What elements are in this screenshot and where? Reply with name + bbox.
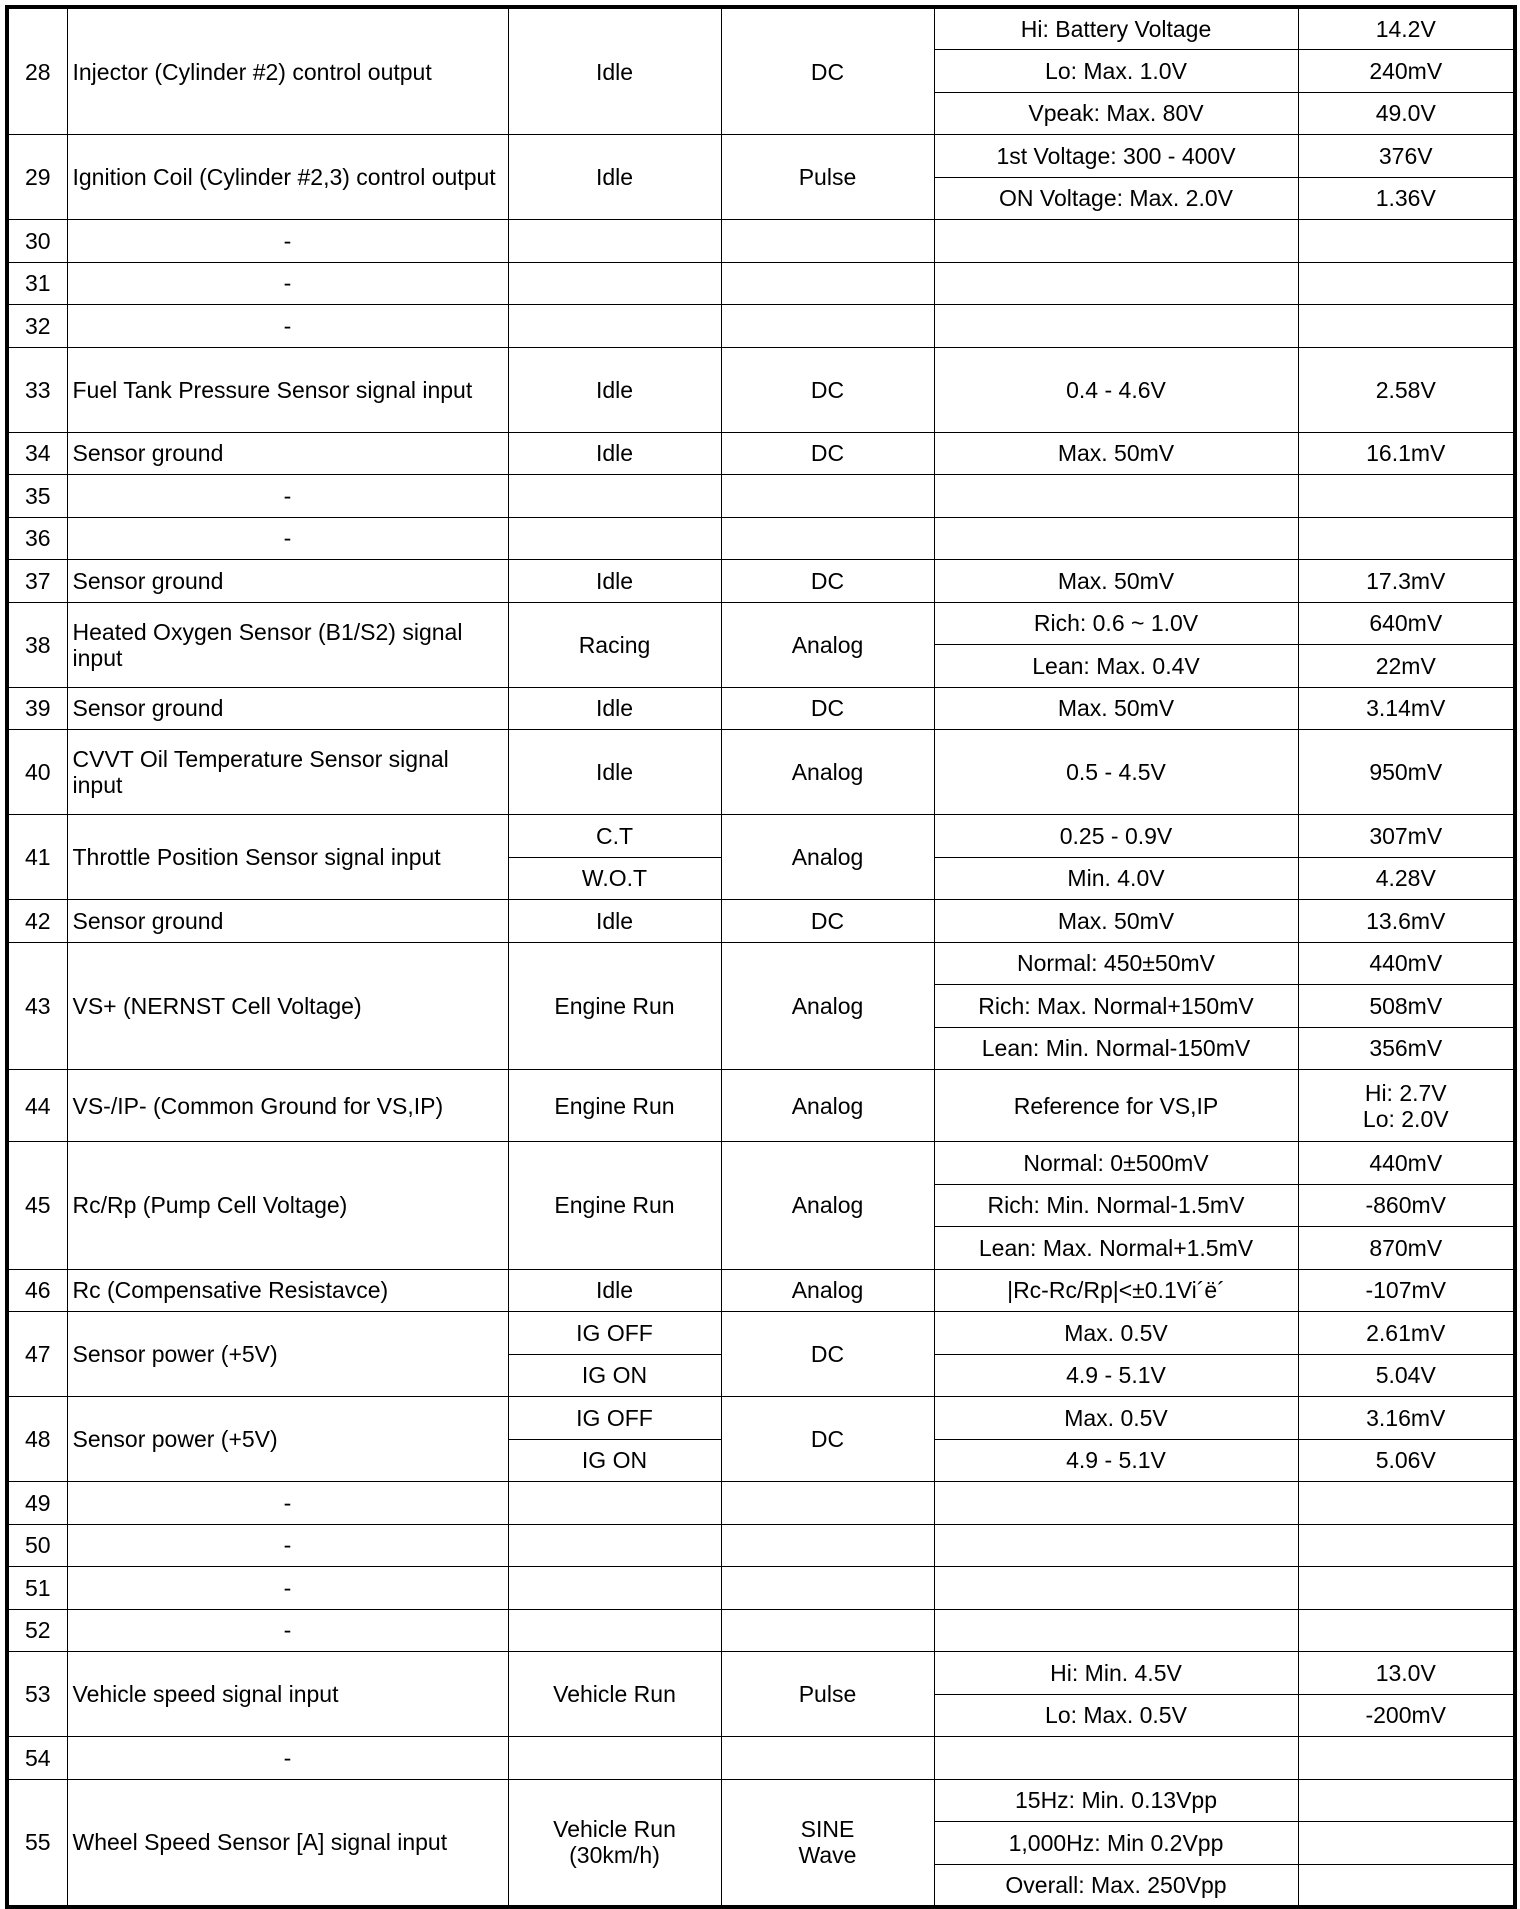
specification: Hi: Min. 4.5V: [934, 1652, 1298, 1695]
test-condition: IG ON: [508, 1354, 721, 1397]
test-result: 2.58V: [1298, 347, 1515, 432]
pin-description: -: [67, 262, 508, 305]
signal-type: [721, 262, 934, 305]
test-condition: [508, 517, 721, 560]
pin-number: 51: [7, 1567, 67, 1610]
table-row: [7, 1737, 1515, 1780]
table-row: [7, 1609, 1515, 1652]
table-row: [7, 1312, 1515, 1355]
table-row: [7, 687, 1515, 730]
signal-type: Pulse: [721, 1652, 934, 1737]
signal-type: [721, 475, 934, 518]
pin-number: 47: [7, 1312, 67, 1397]
test-condition: Idle: [508, 730, 721, 815]
specification: 4.9 - 5.1V: [934, 1439, 1298, 1482]
test-result: 13.6mV: [1298, 900, 1515, 943]
specification: 0.4 - 4.6V: [934, 347, 1298, 432]
specification: Max. 50mV: [934, 900, 1298, 943]
signal-type: DC: [721, 687, 934, 730]
test-result: 356mV: [1298, 1027, 1515, 1070]
pin-number: 43: [7, 942, 67, 1070]
specification: 0.25 - 0.9V: [934, 815, 1298, 858]
test-condition: [508, 262, 721, 305]
table-row: [7, 305, 1515, 348]
specification: [934, 305, 1298, 348]
specification: Rich: Max. Normal+150mV: [934, 985, 1298, 1028]
signal-type: [721, 1737, 934, 1780]
pin-description: Throttle Position Sensor signal input: [67, 815, 508, 900]
specification: |Rc-Rc/Rp|<±0.1Vi´ë´: [934, 1269, 1298, 1312]
test-result: 508mV: [1298, 985, 1515, 1028]
test-condition: Idle: [508, 7, 721, 135]
test-result: 640mV: [1298, 602, 1515, 645]
test-result: -860mV: [1298, 1184, 1515, 1227]
pin-number: 38: [7, 602, 67, 687]
signal-type: [721, 1524, 934, 1567]
table-row: [7, 1142, 1515, 1185]
table-row: [7, 730, 1515, 773]
signal-type: Analog: [721, 815, 934, 900]
test-result: 307mV: [1298, 815, 1515, 858]
signal-type: DC: [721, 560, 934, 603]
table-row: [7, 7, 1515, 50]
test-condition: C.T: [508, 815, 721, 858]
pin-number: 39: [7, 687, 67, 730]
specification: [934, 1567, 1298, 1610]
test-condition: Idle: [508, 687, 721, 730]
test-condition: [508, 305, 721, 348]
table-row: [7, 262, 1515, 305]
specification: Lo: Max. 0.5V: [934, 1694, 1298, 1737]
specification: [934, 1482, 1298, 1525]
pin-description: VS-/IP- (Common Ground for VS,IP): [67, 1070, 508, 1142]
signal-type: Analog: [721, 602, 934, 687]
test-result: [1298, 1524, 1515, 1567]
ecm-pin-table: [5, 5, 1517, 1909]
test-condition: [508, 475, 721, 518]
signal-type: DC: [721, 1397, 934, 1482]
specification: Max. 50mV: [934, 432, 1298, 475]
test-condition: W.O.T: [508, 857, 721, 900]
table-row: [7, 900, 1515, 943]
test-condition: Idle: [508, 560, 721, 603]
pin-number: 44: [7, 1070, 67, 1142]
specification: [934, 517, 1298, 560]
specification: Rich: 0.6 ~ 1.0V: [934, 602, 1298, 645]
test-result: [1298, 475, 1515, 518]
pin-description: Sensor ground: [67, 900, 508, 943]
pin-description: -: [67, 1609, 508, 1652]
pin-description: Sensor power (+5V): [67, 1312, 508, 1397]
pin-description: -: [67, 1482, 508, 1525]
pin-number: 35: [7, 475, 67, 518]
specification: Reference for VS,IP: [934, 1070, 1298, 1142]
pin-number: 54: [7, 1737, 67, 1780]
table-row: [7, 220, 1515, 263]
test-result: 5.04V: [1298, 1354, 1515, 1397]
specification: Max. 50mV: [934, 560, 1298, 603]
pin-number: 48: [7, 1397, 67, 1482]
specification: [934, 1737, 1298, 1780]
specification: Hi: Battery Voltage: [934, 7, 1298, 50]
pin-number: 53: [7, 1652, 67, 1737]
specification: Max. 50mV: [934, 687, 1298, 730]
table-row: [7, 517, 1515, 560]
table-row: [7, 1524, 1515, 1567]
pin-number: 34: [7, 432, 67, 475]
signal-type: Pulse: [721, 135, 934, 220]
test-condition: Idle: [508, 432, 721, 475]
test-result: 1.36V: [1298, 177, 1515, 220]
pin-number: 52: [7, 1609, 67, 1652]
test-result: [1298, 517, 1515, 560]
test-result: [1298, 1609, 1515, 1652]
test-result: [1298, 305, 1515, 348]
signal-type: DC: [721, 347, 934, 432]
pin-number: 29: [7, 135, 67, 220]
test-result: 5.06V: [1298, 1439, 1515, 1482]
pin-description: Vehicle speed signal input: [67, 1652, 508, 1737]
table-row: [7, 1652, 1515, 1695]
specification: [934, 1609, 1298, 1652]
test-condition: IG OFF: [508, 1397, 721, 1440]
test-result: [1298, 1822, 1515, 1865]
test-result: 4.28V: [1298, 857, 1515, 900]
signal-type: DC: [721, 900, 934, 943]
test-condition: Engine Run: [508, 942, 721, 1070]
specification: 4.9 - 5.1V: [934, 1354, 1298, 1397]
pin-number: 41: [7, 815, 67, 900]
test-result: -200mV: [1298, 1694, 1515, 1737]
pin-description: -: [67, 1737, 508, 1780]
test-result: 2.61mV: [1298, 1312, 1515, 1355]
signal-type: [721, 517, 934, 560]
signal-type: DC: [721, 7, 934, 135]
specification: 0.5 - 4.5V: [934, 730, 1298, 815]
pin-description: -: [67, 517, 508, 560]
test-result: 240mV: [1298, 50, 1515, 93]
test-condition: [508, 1737, 721, 1780]
pin-description: Rc/Rp (Pump Cell Voltage): [67, 1142, 508, 1270]
pin-number: 40: [7, 730, 67, 815]
specification: ON Voltage: Max. 2.0V: [934, 177, 1298, 220]
test-result: [1298, 1779, 1515, 1822]
pin-description: -: [67, 305, 508, 348]
specification: Min. 4.0V: [934, 857, 1298, 900]
specification: Lean: Max. 0.4V: [934, 645, 1298, 688]
signal-type: Analog: [721, 942, 934, 1070]
specification: [934, 475, 1298, 518]
pin-description: CVVT Oil Temperature Sensor signal input: [67, 730, 508, 815]
pin-number: 36: [7, 517, 67, 560]
test-result: [1298, 1482, 1515, 1525]
test-result: 17.3mV: [1298, 560, 1515, 603]
pin-number: 45: [7, 1142, 67, 1270]
pin-description: VS+ (NERNST Cell Voltage): [67, 942, 508, 1070]
test-condition: [508, 1567, 721, 1610]
specification: [934, 262, 1298, 305]
specification: Normal: 450±50mV: [934, 942, 1298, 985]
table-row: [7, 1070, 1515, 1142]
signal-type: [721, 1567, 934, 1610]
table-row: [7, 432, 1515, 475]
signal-type: [721, 1482, 934, 1525]
pin-number: 30: [7, 220, 67, 263]
test-condition: Idle: [508, 1269, 721, 1312]
table-row: [7, 602, 1515, 645]
test-result: 16.1mV: [1298, 432, 1515, 475]
pin-description: Sensor power (+5V): [67, 1397, 508, 1482]
table-row: [7, 347, 1515, 390]
test-condition: Vehicle Run (30km/h): [508, 1779, 721, 1907]
pin-description: Sensor ground: [67, 432, 508, 475]
pin-description: Sensor ground: [67, 687, 508, 730]
pin-number: 49: [7, 1482, 67, 1525]
test-result: [1298, 1864, 1515, 1907]
specification: Vpeak: Max. 80V: [934, 92, 1298, 135]
pin-description: Heated Oxygen Sensor (B1/S2) signal input: [67, 602, 508, 687]
specification: Max. 0.5V: [934, 1397, 1298, 1440]
test-result: 3.16mV: [1298, 1397, 1515, 1440]
test-result: 440mV: [1298, 942, 1515, 985]
test-result: 3.14mV: [1298, 687, 1515, 730]
signal-type: Analog: [721, 1269, 934, 1312]
test-result: 440mV: [1298, 1142, 1515, 1185]
test-result: [1298, 220, 1515, 263]
test-condition: [508, 220, 721, 263]
test-condition: Idle: [508, 135, 721, 220]
table-row: [7, 1397, 1515, 1440]
pin-description: -: [67, 1524, 508, 1567]
table-row: [7, 1567, 1515, 1610]
table-row: [7, 475, 1515, 518]
specification: 15Hz: Min. 0.13Vpp: [934, 1779, 1298, 1822]
pin-number: 37: [7, 560, 67, 603]
test-condition: Idle: [508, 347, 721, 432]
test-condition: [508, 1482, 721, 1525]
pin-description: Wheel Speed Sensor [A] signal input: [67, 1779, 508, 1907]
test-condition: Racing: [508, 602, 721, 687]
specification: Lean: Min. Normal-150mV: [934, 1027, 1298, 1070]
specification: 1st Voltage: 300 - 400V: [934, 135, 1298, 178]
specification: Overall: Max. 250Vpp: [934, 1864, 1298, 1907]
test-condition: IG OFF: [508, 1312, 721, 1355]
signal-type: Analog: [721, 1070, 934, 1142]
signal-type: DC: [721, 432, 934, 475]
test-result: 14.2V: [1298, 7, 1515, 50]
test-condition: [508, 1524, 721, 1567]
pin-number: 55: [7, 1779, 67, 1907]
pin-description: Sensor ground: [67, 560, 508, 603]
test-result: [1298, 1737, 1515, 1780]
pin-number: 42: [7, 900, 67, 943]
specification: 1,000Hz: Min 0.2Vpp: [934, 1822, 1298, 1865]
signal-type: [721, 1609, 934, 1652]
table-row: [7, 942, 1515, 985]
pin-description: Ignition Coil (Cylinder #2,3) control output: [67, 135, 508, 220]
specification: Normal: 0±500mV: [934, 1142, 1298, 1185]
specification: [934, 1524, 1298, 1567]
pin-description: -: [67, 220, 508, 263]
signal-type: [721, 220, 934, 263]
test-condition: Idle: [508, 900, 721, 943]
signal-type: SINE Wave: [721, 1779, 934, 1907]
specification: Lean: Max. Normal+1.5mV: [934, 1227, 1298, 1270]
test-condition: Engine Run: [508, 1142, 721, 1270]
pin-number: 33: [7, 347, 67, 432]
test-condition: Vehicle Run: [508, 1652, 721, 1737]
specification: [934, 220, 1298, 263]
table-row: [7, 1269, 1515, 1312]
pin-number: 31: [7, 262, 67, 305]
test-condition: [508, 1609, 721, 1652]
pin-number: 32: [7, 305, 67, 348]
test-condition: IG ON: [508, 1439, 721, 1482]
pin-description: Rc (Compensative Resistavce): [67, 1269, 508, 1312]
signal-type: Analog: [721, 730, 934, 815]
table-row: [7, 1482, 1515, 1525]
test-condition: Engine Run: [508, 1070, 721, 1142]
table-row: [7, 1779, 1515, 1822]
specification: Lo: Max. 1.0V: [934, 50, 1298, 93]
test-result: 950mV: [1298, 730, 1515, 815]
pin-description: Fuel Tank Pressure Sensor signal input: [67, 347, 508, 432]
signal-type: DC: [721, 1312, 934, 1397]
test-result: 376V: [1298, 135, 1515, 178]
test-result: 22mV: [1298, 645, 1515, 688]
test-result: -107mV: [1298, 1269, 1515, 1312]
specification: Rich: Min. Normal-1.5mV: [934, 1184, 1298, 1227]
pin-description: -: [67, 1567, 508, 1610]
pin-number: 50: [7, 1524, 67, 1567]
test-result: 49.0V: [1298, 92, 1515, 135]
test-result: [1298, 262, 1515, 305]
table-row: [7, 135, 1515, 178]
signal-type: [721, 305, 934, 348]
specification: Max. 0.5V: [934, 1312, 1298, 1355]
pin-description: Injector (Cylinder #2) control output: [67, 7, 508, 135]
pin-description: -: [67, 475, 508, 518]
table-row: [7, 815, 1515, 858]
test-result: Hi: 2.7V Lo: 2.0V: [1298, 1070, 1515, 1142]
test-result: 870mV: [1298, 1227, 1515, 1270]
pin-number: 46: [7, 1269, 67, 1312]
test-result: [1298, 1567, 1515, 1610]
table-row: [7, 560, 1515, 603]
pin-number: 28: [7, 7, 67, 135]
test-result: 13.0V: [1298, 1652, 1515, 1695]
signal-type: Analog: [721, 1142, 934, 1270]
